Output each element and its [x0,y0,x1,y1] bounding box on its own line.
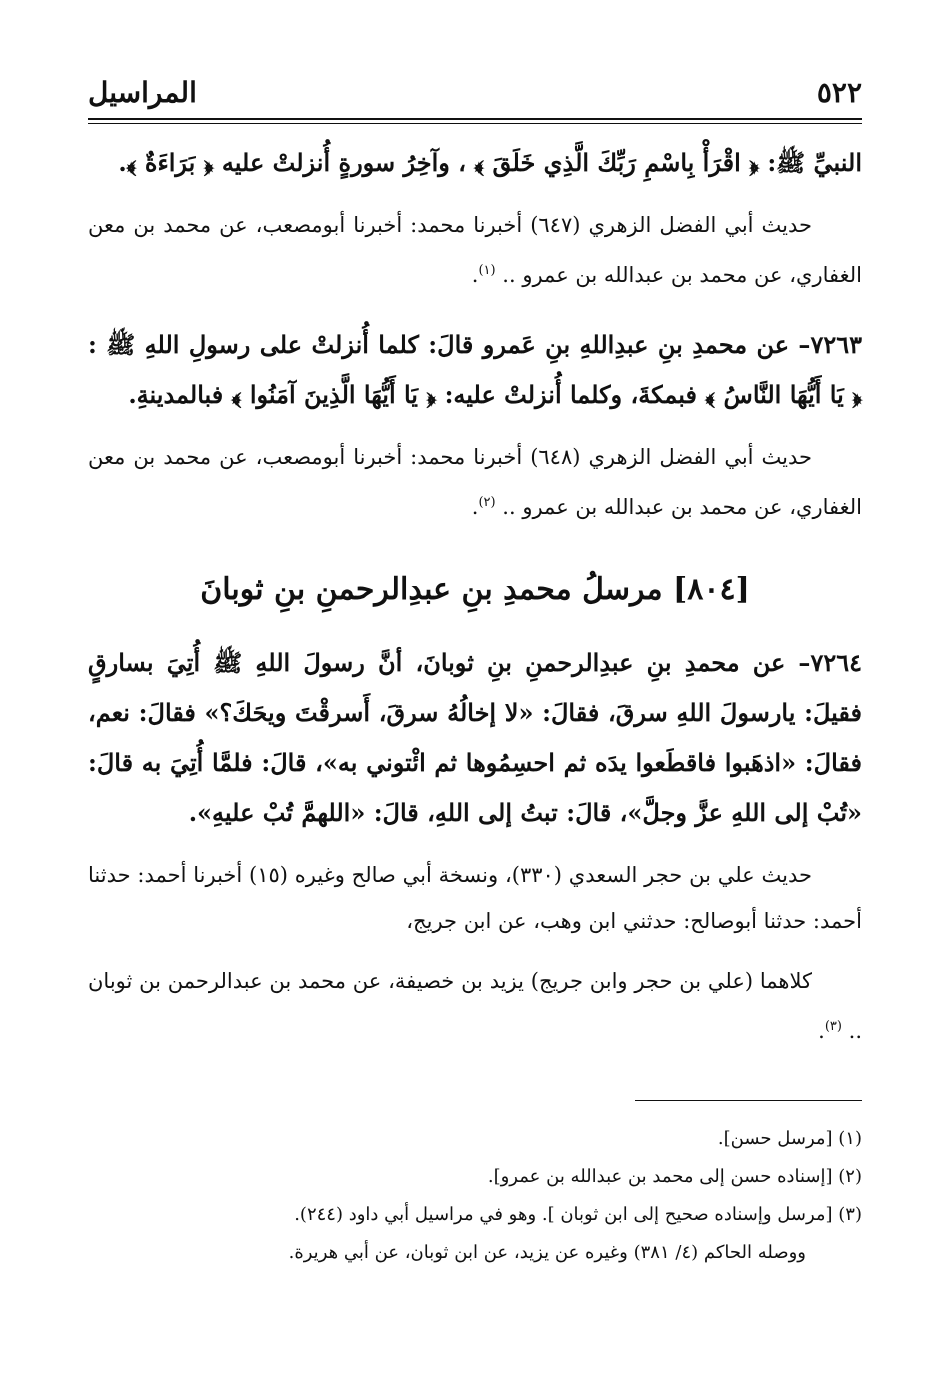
source-note [88,852,862,944]
footnote-3-continuation: ووصله الحاكم (٤/ ٣٨١) وغيره عن يزيد، عن ابن ثوبان، عن أبي هريرة. [288,1242,806,1263]
footnote-separator [635,1100,862,1101]
hadith-7264 [88,638,862,838]
header-rule-thick [88,118,862,120]
footnote-ref[interactable]: (٣) [824,1019,842,1034]
source-note: كلاهما (علي بن حجر وابن جريج) يزيد بن خصيفة، عن محمد بن عبدالرحمن بن ثوبان .. $^{(٣)}$. [88,969,862,1043]
header-rule-thin [88,123,862,124]
footnote-ref[interactable]: (١) [478,263,496,278]
hadith-continuation [88,138,862,188]
source-note-text: حديث أبي الفضل الزهري (٦٤٨) أخبرنا محمد: أخبرنا أبومصعب، عن محمد بن معن الغفاري، عن محمد بن عبدالله بن عمرو .. [88,445,862,519]
spacer [88,188,862,202]
hadith-7263-text: ٧٢٦٣– عن محمدِ بنِ عبدِاللهِ بنِ عَمرو قالَ: كلما أُنزلتْ على رسولِ اللهِ ﷺ : ﴿ يَا أَيُّهَا النَّاسُ ﴾ فبمكةَ، وكلما أُنزلتْ عليه: ﴿ يَا أَيُّهَا الَّذِينَ آمَنُوا ﴾ فبالمدينةِ. [88,330,862,409]
footnote-ref[interactable]: (٢) [478,495,496,510]
spacer [88,530,862,552]
source-note-text: كلاهما (علي بن حجر وابن جريج) يزيد بن خصيفة، عن محمد بن عبدالرحمن بن ثوبان .. [88,969,862,1043]
hadith-7263 [88,320,862,420]
page-header [88,72,862,116]
footnote-3: (٣) [مرسل وإسناده صحيح إلى ابن ثوبان ]. وهو في مراسيل أبي داود (٢٤٤). [294,1204,862,1225]
spacer [88,624,862,638]
source-note: حديث أبي الفضل الزهري (٦٤٨) أخبرنا محمد: أخبرنا أبومصعب، عن محمد بن معن الغفاري، عن محمد بن عبدالله بن عمرو .. $^{(٢)}$. [88,445,862,519]
footnote-2: (٢) [إسناده حسن إلى محمد بن عبدالله بن عمرو]. [487,1166,862,1187]
hadith-continuation-text: النبيِّ ﷺ: ﴿ اقْرَأْ بِاسْمِ رَبِّكَ الَّذِي خَلَقَ ﴾ ، وآخِرُ سورةٍ أُنزلتْ عليه ﴿ بَرَاءَةٌ ﴾. [118,148,862,177]
hadith-7264-text: ٧٢٦٤– عن محمدِ بنِ عبدِالرحمنِ بنِ ثوبانَ، أنَّ رسولَ اللهِ ﷺ أُتِيَ بسارقٍ فقيلَ: يارسولَ اللهِ سرقَ، فقالَ: «لا إخالُهُ سرقَ، أَسرقْتَ ويحَكَ؟» فقالَ: نعم، فقالَ: «اذهَبوا فاقطَعوا يدَه ثم احسِمُوها ثم ائْتوني به»، قالَ: فلمَّا أُتِيَ به قالَ: «تُبْ إلى اللهِ عزَّ وجلَّ»، قالَ: تبتُ إلى اللهِ، قالَ: «اللهمَّ تُبْ عليهِ». [88,648,862,827]
chapter-heading: [٨٠٤] مرسلُ محمدِ بنِ عبدِالرحمنِ بنِ ثوبانَ [200,572,750,607]
source-note-text: حديث علي بن حجر السعدي (٣٣٠)، ونسخة أبي صالح وغيره (١٥) أخبرنا أحمد: حدثنا أحمد: حدثنا أبوصالح: حدثني ابن وهب، عن ابن جريج، [88,863,862,933]
spacer [88,944,862,958]
main-text [88,138,862,1054]
running-title: المراسيل [88,76,197,109]
footnotes [88,1120,862,1272]
source-note-text: حديث أبي الفضل الزهري (٦٤٧) أخبرنا محمد: أخبرنا أبومصعب، عن محمد بن معن الغفاري، عن محمد بن عبدالله بن عمرو .. [88,213,862,287]
source-note: حديث أبي الفضل الزهري (٦٤٧) أخبرنا محمد: أخبرنا أبومصعب، عن محمد بن معن الغفاري، عن محمد بن عبدالله بن عمرو .. $^{(١)}$. [88,213,862,287]
spacer [88,298,862,320]
spacer [88,420,862,434]
footnote-1: (١) [مرسل حسن]. [717,1128,862,1149]
spacer [88,838,862,852]
page-number: ٥٢٢ [816,76,862,109]
